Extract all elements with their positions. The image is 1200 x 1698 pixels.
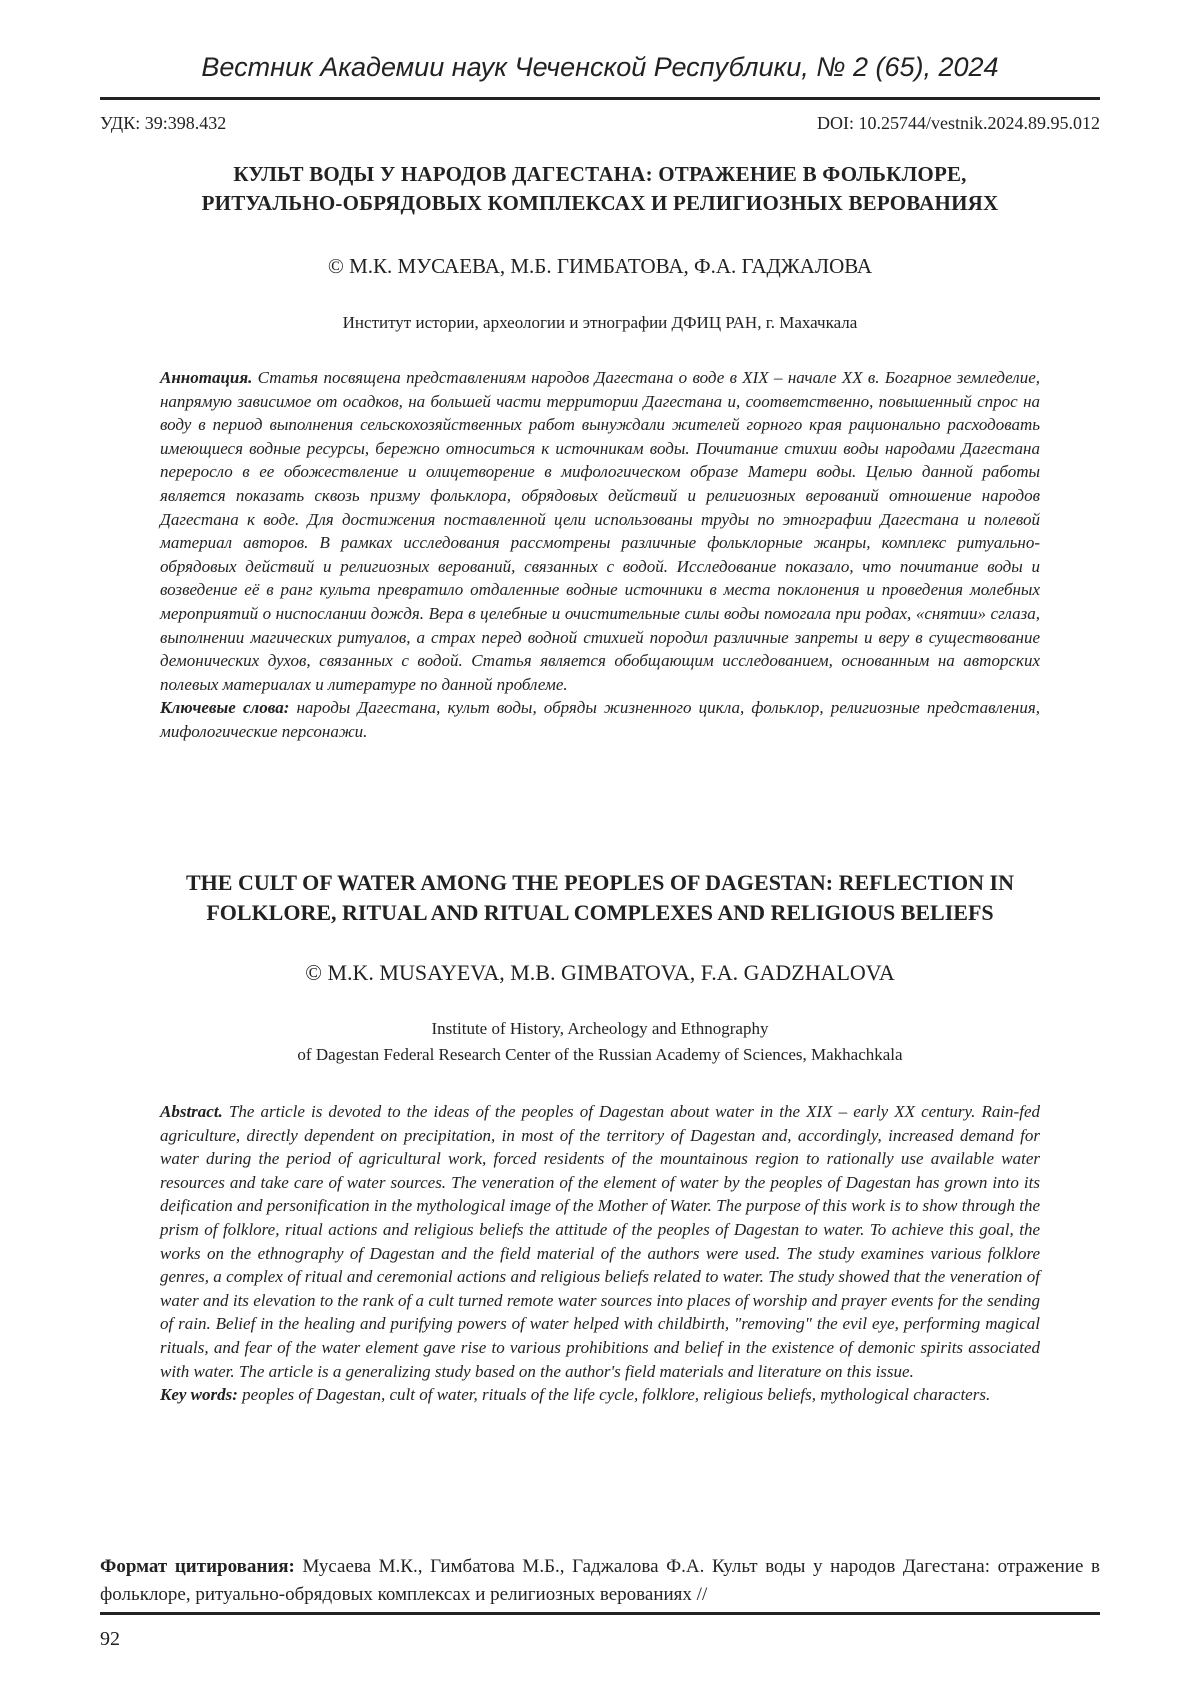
abstract-ru-label: Аннотация. [160, 368, 253, 387]
journal-header: Вестник Академии наук Чеченской Республики, № 2 (65), 2024 [201, 52, 999, 82]
citation-format [100, 1553, 1100, 1609]
institute-en-line-2: of Dagestan Federal Research Center of the Russian Academy of Sciences, Makhachkala [297, 1045, 903, 1064]
authors-en: © M.K. MUSAYEVA, M.B. GIMBATOVA, F.A. GADZHALOVA [305, 960, 895, 985]
footer-rule [100, 1612, 1100, 1615]
keywords-ru-text: народы Дагестана, культ воды, обряды жизненного цикла, фольклор, религиозные представления, мифологические персонажи. [160, 698, 1040, 741]
title-en-line-2: FOLKLORE, RITUAL AND RITUAL COMPLEXES AND RELIGIOUS BELIEFS [206, 900, 994, 925]
institute-en [100, 1016, 1100, 1068]
institute-ru: Институт истории, археологии и этнографии ДФИЦ РАН, г. Махачкала [342, 313, 858, 332]
keywords-en-text: peoples of Dagestan, cult of water, rituals of the life cycle, folklore, religious beliefs, mythological characters. [242, 1385, 991, 1405]
keywords-en-label: Key words: [160, 1385, 238, 1405]
authors-ru: © М.К. МУСАЕВА, М.Б. ГИМБАТОВА, Ф.А. ГАДЖАЛОВА [327, 254, 873, 278]
title-en-line-1: THE CULT OF WATER AMONG THE PEOPLES OF DAGESTAN: REFLECTION IN [185, 870, 1014, 895]
abstract-ru [160, 366, 1040, 744]
udk-code: УДК: 39:398.432 [100, 113, 227, 133]
meta-row [100, 113, 1100, 134]
citation-text: Мусаева М.К., Гимбатова М.Б., Гаджалова Ф.А. Культ воды у народов Дагестана: отражение в фольклоре, ритуально-обрядовых комплексах и религиозных верованиях // [100, 1556, 1100, 1605]
citation-label: Формат цитирования: [100, 1556, 295, 1577]
article-title-en [100, 868, 1100, 928]
abstract-en-label: Abstract. [160, 1102, 223, 1121]
abstract-en [160, 1100, 1040, 1407]
abstract-en-text: The article is devoted to the ideas of the peoples of Dagestan about water in the XIX – early XX century. Rain-fed agriculture, directly dependent on precipitation, in most of the territory of Dagestan and, accordingly, increased demand for water during the period of agricultural work, forced residents of the mountainous region to rationally use available water resources and take care of water sources. The veneration of the element of water by the peoples of Dagestan has grown into its deification and personification in the mythological image of the Mother of Water. The purpose of this work is to show through the prism of folklore, ritual actions and religious beliefs the attitude of the peoples of Dagestan to water. To achieve this goal, the works on the ethnography of Dagestan and the field material of the authors were used. The study examines various folklore genres, a complex of ritual and ceremonial actions and religious beliefs related to water. The study showed that the veneration of water and its elevation to the rank of a cult turned remote water sources into places of worship and prayer events for the sending of rain. Belief in the healing and purifying powers of water helped with childbirth, "removing" the evil eye, performing magical rituals, and fear of the water element gave rise to various prohibitions and belief in the existence of demonic spirits associated with water. The article is a generalizing study based on the author's field materials and literature on this issue. [160, 1102, 1040, 1381]
keywords-ru-label: Ключевые слова: [160, 698, 290, 718]
abstract-ru-text: Статья посвящена представлениям народов Дагестана о воде в XIX – начале XX в. Богарное земледелие, напрямую зависимое от осадков, на большей части территории Дагестана и, соответственно, повышенный спрос на воду в период выполнения сельскохозяйственных работ вынуждали жителей горного края рационально расходовать имеющиеся водные ресурсы, бережно относиться к источникам воды. Почитание стихии воды народами Дагестана переросло в ее обожествление и олицетворение в мифологическом образе Матери воды. Целью данной работы является показать сквозь призму фольклора, обрядовых действий и религиозных верований отношение народов Дагестана к воде. Для достижения поставленной цели использованы труды по этнографии Дагестана и полевой материал авторов. В рамках исследования рассмотрены различные фольклорные жанры, комплекс ритуально-обрядовых действий и религиозных верований, связанных с водой. Исследование показало, что почитание воды и возведение её в ранг культа превратило отдаленные водные источники в места поклонения и проведения молебных мероприятий о ниспослании дождя. Вера в целебные и очистительные силы воды помогала при родах, «снятии» сглаза, выполнении магических ритуалов, а страх перед водной стихией породил различные запреты и веру в существование демонических духов, связанных с водой. Статья является обобщающим исследованием, основанным на авторских полевых материалах и литературе по данной проблеме. [160, 368, 1040, 694]
header-rule [100, 97, 1100, 100]
doi-link[interactable]: DOI: 10.25744/vestnik.2024.89.95.012 [817, 113, 1100, 133]
title-ru-line-1: КУЛЬТ ВОДЫ У НАРОДОВ ДАГЕСТАНА: ОТРАЖЕНИЕ В ФОЛЬКЛОРЕ, [233, 162, 967, 186]
article-title-ru [100, 160, 1100, 218]
page-number: 92 [100, 1628, 120, 1650]
institute-en-line-1: Institute of History, Archeology and Ethnography [431, 1019, 769, 1038]
title-ru-line-2: РИТУАЛЬНО-ОБРЯДОВЫХ КОМПЛЕКСАХ И РЕЛИГИОЗНЫХ ВЕРОВАНИЯХ [201, 191, 999, 215]
